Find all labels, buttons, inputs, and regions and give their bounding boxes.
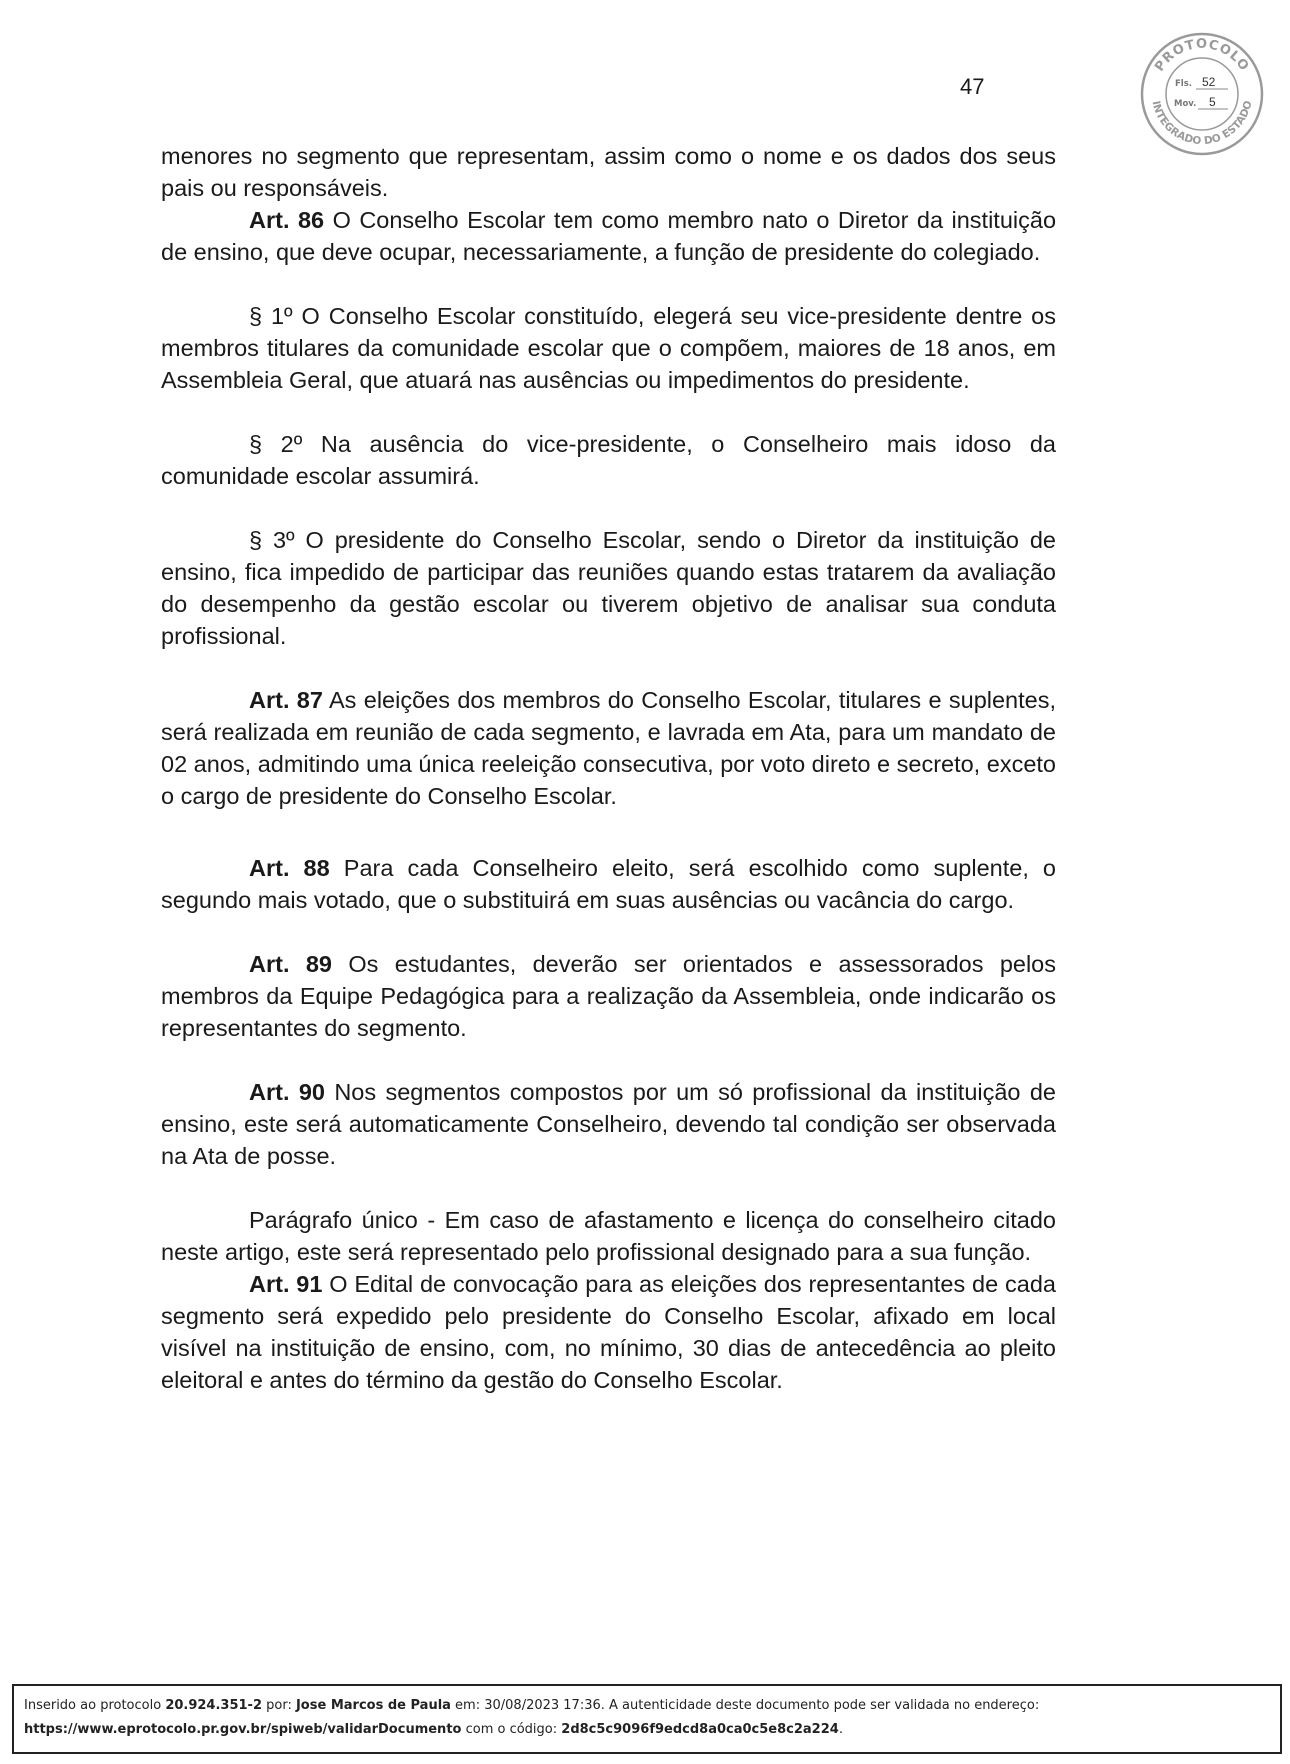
stamp-fls-label: Fls. — [1175, 79, 1193, 89]
footer-protocol-number: 20.924.351-2 — [165, 1698, 262, 1713]
article-label: Art. 86 — [249, 207, 325, 233]
paragraph-3: § 3º O presidente do Conselho Escolar, sendo o Diretor da instituição de ensino, fica impedido de participar das reuniões quando estas tratarem da avaliação do desempenho da gestão escolar ou tiverem objetivo de analisar sua conduta profissional. — [161, 527, 1056, 649]
article-text: Os estudantes, deverão ser orientados e assessorados pelos membros da Equipe Pedagógica para a realização da Assembleia, onde indicarão os representantes do segmento. — [161, 951, 1056, 1041]
article-text: As eleições dos membros do Conselho Escolar, titulares e suplentes, será realizada em reunião de cada segmento, e lavrada em Ata, para um mandato de 02 anos, admitindo uma única reeleição consecutiva, por voto direto e secreto, exceto o cargo de presidente do Conselho Escolar. — [161, 687, 1057, 809]
article-label: Art. 89 — [249, 951, 332, 977]
article-89 — [161, 948, 1056, 1044]
footer-text: com o código: — [461, 1722, 562, 1737]
article-86 — [161, 204, 1056, 268]
stamp-top-text: PROTOCOLO — [1152, 36, 1252, 75]
stamp-mov-value: 5 — [1209, 95, 1216, 109]
paragraph-2: § 2º Na ausência do vice-presidente, o Conselheiro mais idoso da comunidade escolar assumirá. — [161, 431, 1056, 489]
authenticity-footer — [12, 1684, 1282, 1754]
page-number: 47 — [960, 74, 985, 99]
article-88 — [161, 852, 1056, 916]
article-text: Para cada Conselheiro eleito, será escolhido como suplente, o segundo mais votado, que o substituirá em suas ausências ou vacância do cargo. — [161, 855, 1056, 913]
footer-text: Inserido ao protocolo — [24, 1698, 166, 1713]
paragraph-sole: Parágrafo único - Em caso de afastamento e licença do conselheiro citado neste artigo, este será representado pelo profissional designado para a sua função. — [161, 1207, 1056, 1265]
footer-text: . — [838, 1722, 843, 1737]
article-label: Art. 88 — [249, 855, 330, 881]
protocol-stamp — [1138, 30, 1266, 158]
stamp-fls-value: 52 — [1202, 75, 1216, 89]
paragraph-continuation: menores no segmento que representam, assim como o nome e os dados dos seus pais ou responsáveis. — [161, 143, 1056, 201]
footer-author: Jose Marcos de Paula — [295, 1698, 451, 1713]
footer-text: em: 30/08/2023 17:36. A autenticidade deste documento pode ser validada no endereço: — [450, 1698, 1040, 1713]
stamp-bottom-text: INTEGRADO DO ESTADO — [1149, 99, 1255, 148]
article-text: Nos segmentos compostos por um só profissional da instituição de ensino, este será automaticamente Conselheiro, devendo tal condição ser observada na Ata de posse. — [161, 1079, 1056, 1169]
article-label: Art. 90 — [249, 1079, 325, 1105]
stamp-mov-label: Mov. — [1174, 99, 1197, 109]
footer-text: por: — [262, 1698, 296, 1713]
svg-text:PROTOCOLO — [1152, 37, 1252, 74]
article-text: O Conselho Escolar tem como membro nato o Diretor da instituição de ensino, que deve ocupar, necessariamente, a função de presidente do colegiado. — [161, 207, 1057, 265]
article-90 — [161, 1076, 1056, 1172]
paragraph-1: § 1º O Conselho Escolar constituído, elegerá seu vice-presidente dentre os membros titulares da comunidade escolar que o compõem, maiores de 18 anos, em Assembleia Geral, que atuará nas ausências ou impedimentos do presidente. — [161, 303, 1056, 393]
article-87 — [161, 684, 1056, 812]
article-91 — [161, 1268, 1056, 1396]
footer-validation-url[interactable]: https://www.eprotocolo.pr.gov.br/spiweb/validarDocumento — [24, 1722, 462, 1737]
article-label: Art. 87 — [249, 687, 323, 713]
article-label: Art. 91 — [249, 1271, 323, 1297]
document-body — [161, 140, 1056, 1396]
article-text: O Edital de convocação para as eleições dos representantes de cada segmento será expedido pelo presidente do Conselho Escolar, afixado em local visível na instituição de ensino, com, no mínimo, 30 dias de antecedência ao pleito eleitoral e antes do término da gestão do Conselho Escolar. — [161, 1271, 1056, 1393]
footer-validation-code: 2d8c5c9096f9edcd8a0ca0c5e8c2a224 — [561, 1722, 839, 1737]
